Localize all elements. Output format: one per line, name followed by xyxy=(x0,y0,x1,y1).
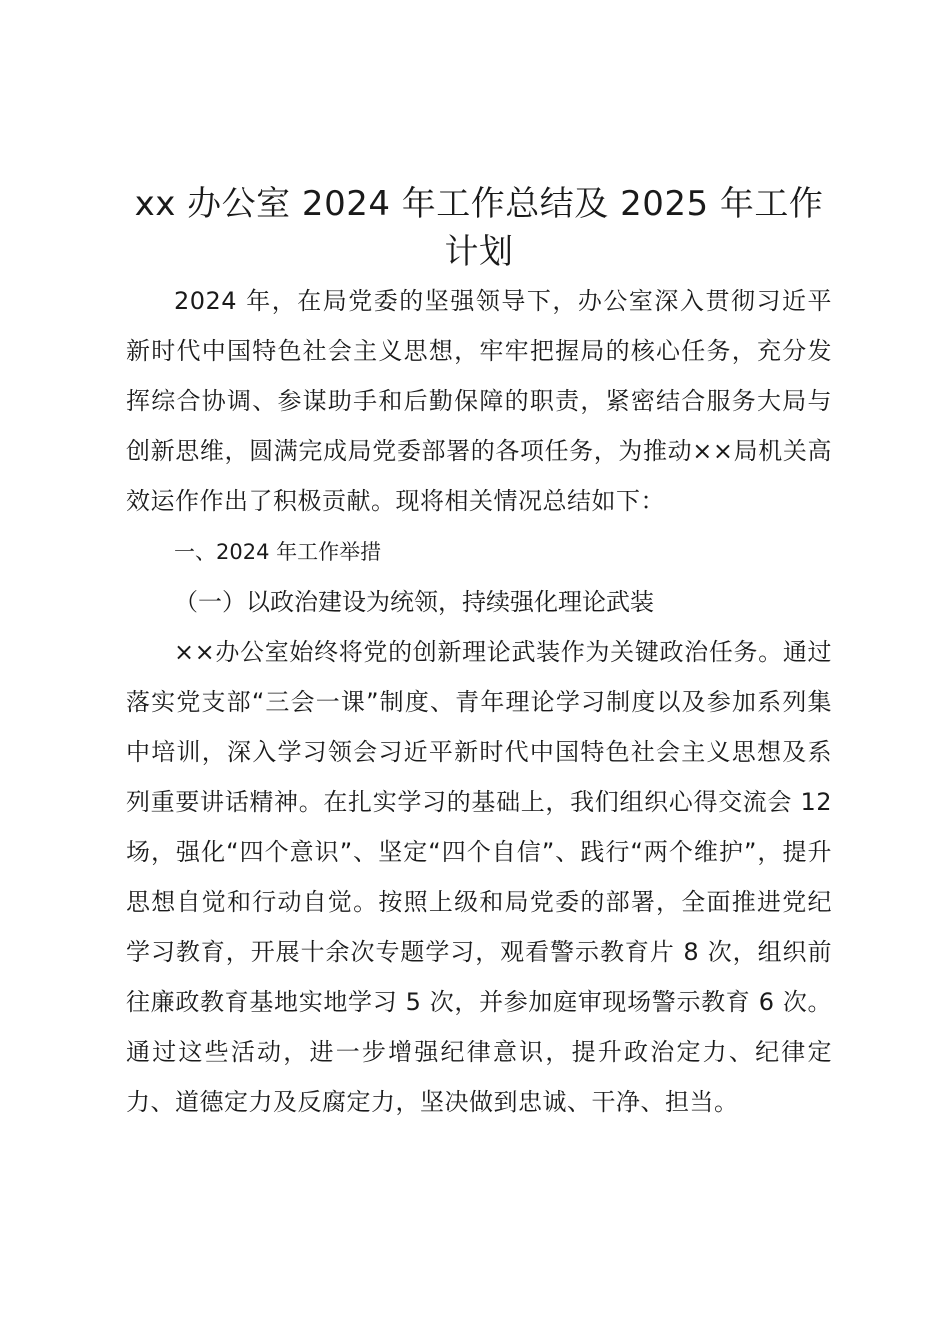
subsection-body-paragraph: ××办公室始终将党的创新理论武装作为关键政治任务。通过落实党支部“三会一课”制度、青年理论学习制度以及参加系列集中培训，深入学习领会习近平新时代中国特色社会主义思想及系列重要讲话精神。在扎实学习的基础上，我们组织心得交流会 12 场，强化“四个意识”、坚定“四个自信”、践行“两个维护”，提升思想自觉和行动自觉。按照上级和局党委的部署，全面推进党纪学习教育，开展十余次专题学习，观看警示教育片 8 次，组织前往廉政教育基地实地学习 5 次，并参加庭审现场警示教育 6 次。通过这些活动，进一步增强纪律意识，提升政治定力、纪律定力、道德定力及反腐定力，坚决做到忠诚、干净、担当。 xyxy=(126,638,832,1116)
subsection-heading: （一）以政治建设为统领，持续强化理论武装 xyxy=(174,588,654,616)
intro-paragraph: 2024 年，在局党委的坚强领导下，办公室深入贯彻习近平新时代中国特色社会主义思想，牢牢把握局的核心任务，充分发挥综合协调、参谋助手和后勤保障的职责，紧密结合服务大局与创新思维，圆满完成局党委部署的各项任务，为推动××局机关高效运作作出了积极贡献。现将相关情况总结如下： xyxy=(126,287,832,515)
document-title: xx 办公室 2024 年工作总结及 2025 年工作计划 xyxy=(134,184,824,272)
document-page xyxy=(126,180,832,1127)
section-heading xyxy=(126,526,832,577)
section-heading-text: 一、2024 年工作举措 xyxy=(174,540,382,564)
